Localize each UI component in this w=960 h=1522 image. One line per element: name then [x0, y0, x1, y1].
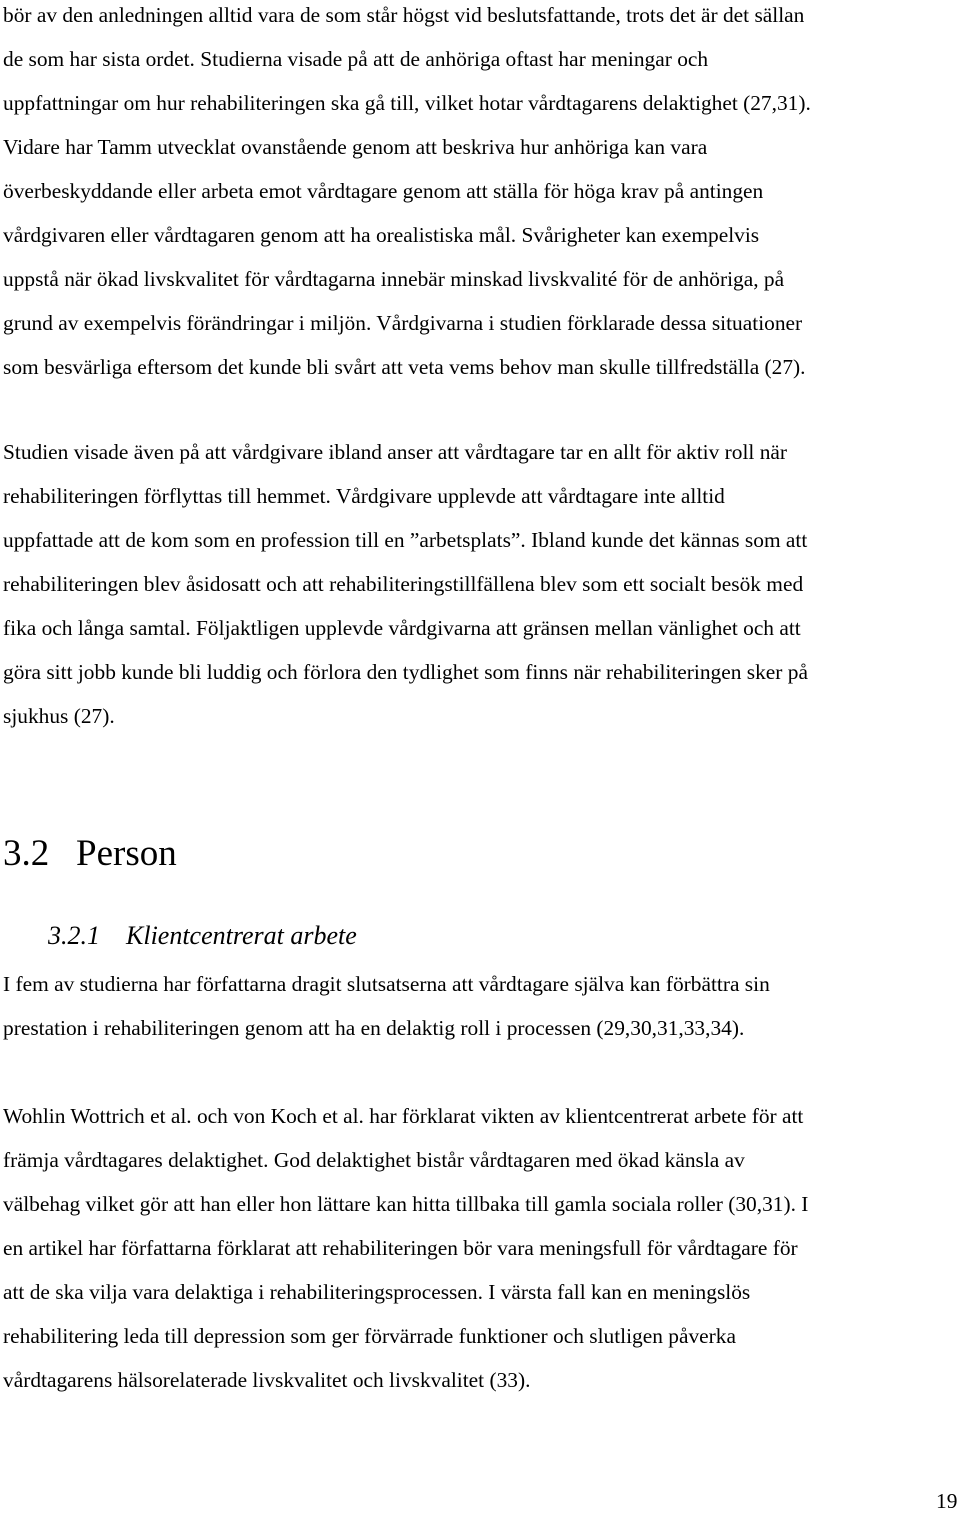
text-line: de som har sista ordet. Studierna visade på att de anhöriga oftast har meningar och [3, 47, 709, 71]
text-line: som besvärliga eftersom det kunde bli svårt att veta vems behov man skulle tillfredställa (27). [3, 355, 806, 379]
section-heading [3, 826, 177, 882]
paragraph-klientcentrerat-intro [3, 962, 770, 1050]
text-line: vårdgivaren eller vårdtagaren genom att ha orealistiska mål. Svårigheter kan exempelvis [3, 223, 760, 247]
subsection-title: Klientcentrerat arbete [126, 921, 357, 950]
text-line: fika och långa samtal. Följaktligen upplevde vårdgivarna att gränsen mellan vänlighet och att [3, 616, 801, 640]
text-line: uppstå när ökad livskvalitet för vårdtagarna innebär minskad livskvalité för de anhöriga, på [3, 267, 785, 291]
text-line: rehabiliteringen blev åsidosatt och att rehabiliteringstillfällena blev som ett socialt besök med [3, 572, 804, 596]
section-number: 3.2 [3, 833, 50, 874]
subsection-number: 3.2.1 [48, 921, 100, 950]
paragraph-klientcentrerat-arbete [3, 1094, 808, 1402]
text-line: uppfattningar om hur rehabiliteringen ska gå till, vilket hotar vårdtagarens delaktighet (27,31). [3, 91, 811, 115]
subsection-heading [48, 914, 357, 958]
text-line: bör av den anledningen alltid vara de som står högst vid beslutsfattande, trots det är det sällan [3, 3, 805, 27]
text-line: sjukhus (27). [3, 704, 115, 728]
paragraph-vardgivare-roll [3, 430, 808, 738]
text-line: Wohlin Wottrich et al. och von Koch et al. har förklarat vikten av klientcentrerat arbete för att [3, 1104, 804, 1128]
text-line: I fem av studierna har författarna dragit slutsatserna att vårdtagare själva kan förbättra sin [3, 972, 770, 996]
section-title: Person [76, 833, 177, 874]
text-line: uppfattade att de kom som en profession till en ”arbetsplats”. Ibland kunde det kännas som att [3, 528, 808, 552]
text-line: rehabilitering leda till depression som ger förvärrade funktioner och slutligen påverka [3, 1324, 736, 1348]
text-line: göra sitt jobb kunde bli luddig och förlora den tydlighet som finns när rehabiliteringen sker på [3, 660, 808, 684]
text-line: främja vårdtagares delaktighet. God delaktighet bistår vårdtagaren med ökad känsla av [3, 1148, 745, 1172]
text-line: en artikel har författarna förklarat att rehabiliteringen bör vara meningsfull för vårdtagare för [3, 1236, 798, 1260]
text-line: vårdtagarens hälsorelaterade livskvalitet och livskvalitet (33). [3, 1368, 531, 1392]
text-line: prestation i rehabiliteringen genom att ha en delaktig roll i processen (29,30,31,33,34). [3, 1016, 745, 1040]
text-line: Vidare har Tamm utvecklat ovanstående genom att beskriva hur anhöriga kan vara [3, 135, 708, 159]
text-line: grund av exempelvis förändringar i miljön. Vårdgivarna i studien förklarade dessa situationer [3, 311, 803, 335]
text-line: rehabiliteringen förflyttas till hemmet. Vårdgivare upplevde att vårdtagare inte alltid [3, 484, 725, 508]
text-line: att de ska vilja vara delaktiga i rehabiliteringsprocessen. I värsta fall kan en meningslös [3, 1280, 751, 1304]
text-line: välbehag vilket gör att han eller hon lättare kan hitta tillbaka till gamla sociala roller (30,31). I [3, 1192, 809, 1216]
page-number: 19 [936, 1489, 958, 1513]
paragraph-anhoriga-inflytande [3, 0, 811, 389]
text-line: överbeskyddande eller arbeta emot vårdtagare genom att ställa för höga krav på antingen [3, 179, 764, 203]
text-line: Studien visade även på att vårdgivare ibland anser att vårdtagare tar en allt för aktiv roll när [3, 440, 788, 464]
